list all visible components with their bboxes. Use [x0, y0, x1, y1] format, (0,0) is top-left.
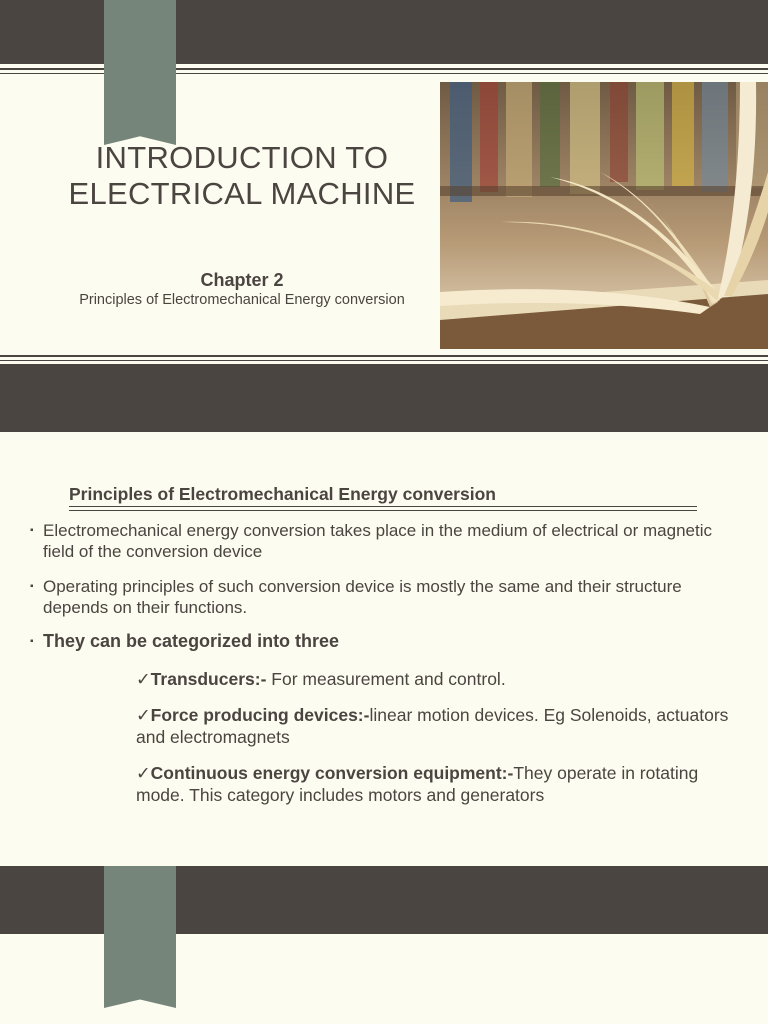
category-continuous-conversion	[136, 762, 746, 806]
bookmark-ribbon-bottom	[104, 866, 176, 1008]
bullet-item	[30, 631, 740, 652]
category-force-devices	[136, 704, 746, 748]
category-label: Continuous energy conversion equipment:-	[150, 763, 514, 783]
mid-rule-2	[0, 360, 768, 361]
bullet-item	[30, 520, 740, 562]
open-book-illustration	[440, 82, 768, 349]
bullet-marker: ▪	[30, 525, 34, 536]
title-line-1: INTRODUCTION TO	[95, 140, 389, 175]
title-line-2: ELECTRICAL MACHINE	[68, 176, 416, 211]
chapter-label: Chapter 2	[200, 270, 284, 290]
heading-underline-1	[69, 506, 697, 507]
category-desc: They operate in rotating mode. This category includes motors and generators	[136, 763, 699, 805]
bullet-marker: ▪	[30, 581, 34, 592]
bullet-text: Electromechanical energy conversion takes place in the medium of electrical or magnetic field of the conversion device	[43, 521, 712, 561]
middle-band	[0, 364, 768, 432]
category-desc: linear motion devices. Eg Solenoids, actuators and electromagnets	[136, 705, 729, 747]
category-label: Transducers:-	[150, 669, 267, 689]
bullet-item	[30, 576, 740, 618]
slide-subtitle: Principles of Electromechanical Energy conversion	[79, 292, 405, 308]
mid-rule-1	[0, 355, 768, 357]
open-book-photo	[440, 82, 768, 349]
check-icon: ✓	[136, 669, 151, 689]
category-transducers	[136, 668, 746, 690]
bullet-text: Operating principles of such conversion device is mostly the same and their structure depends on their functions.	[43, 577, 682, 617]
category-desc: For measurement and control.	[266, 669, 506, 689]
bullet-marker: ▪	[30, 636, 34, 647]
section-heading: Principles of Electromechanical Energy conversion	[69, 484, 496, 504]
heading-underline-2	[69, 510, 697, 511]
check-icon: ✓	[136, 705, 151, 725]
bookmark-ribbon-top	[104, 0, 176, 145]
category-label: Force producing devices:-	[150, 705, 370, 725]
check-icon: ✓	[136, 763, 151, 783]
slide-title	[56, 140, 428, 212]
bullet-text: They can be categorized into three	[43, 631, 340, 651]
